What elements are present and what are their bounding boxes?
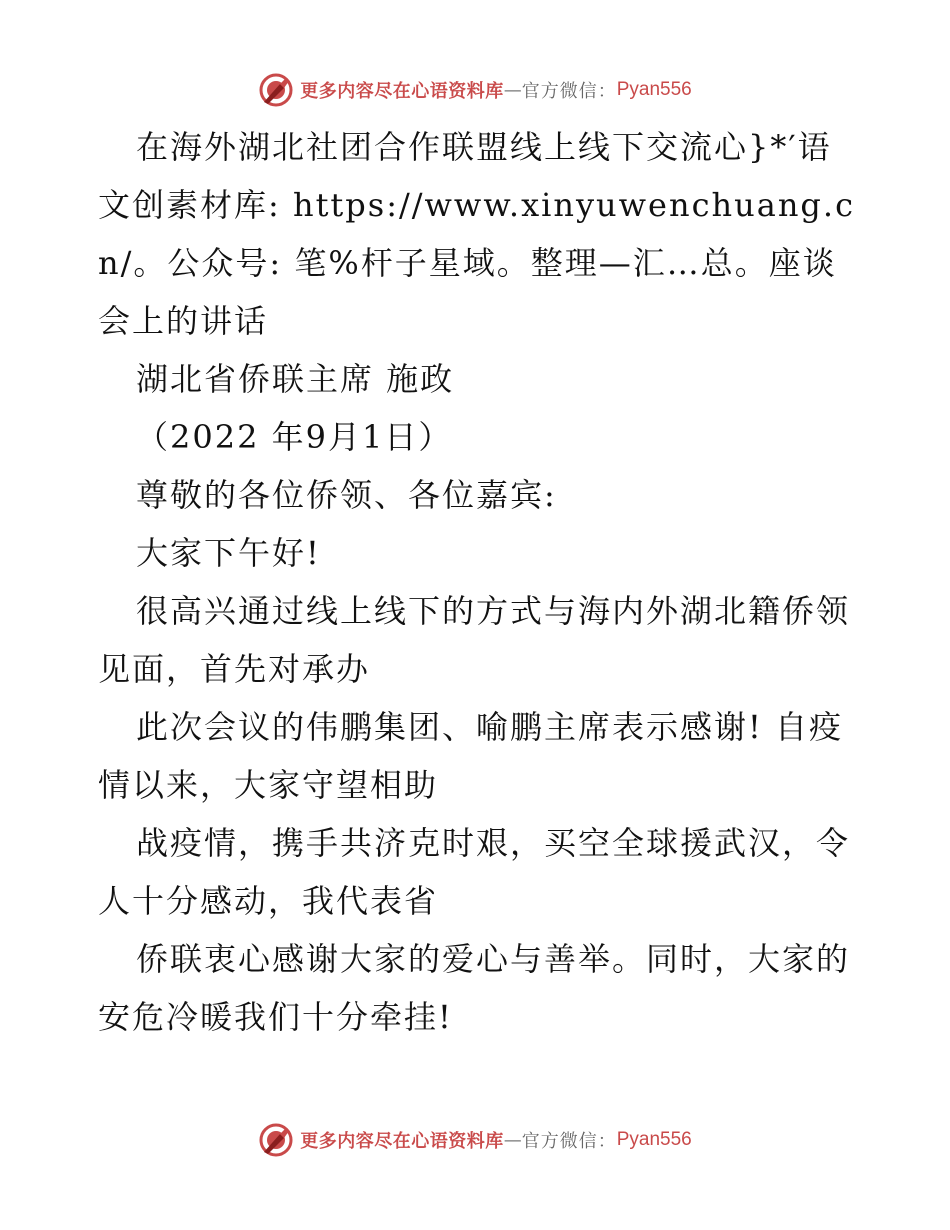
watermark-separator: —	[503, 1129, 522, 1151]
watermark-brand-text: 更多内容尽在心语资料库	[300, 1131, 504, 1152]
paragraph-8: 战疫情，携手共济克时艰，买空全球援武汉，令人十分感动，我代表省	[98, 824, 851, 920]
watermark-label: 官方微信：	[521, 81, 617, 102]
watermark-wechat-id: Pyan556	[616, 1129, 692, 1150]
pen-logo-icon	[258, 1122, 294, 1158]
speaker-line: 湖北省侨联主席 施政	[136, 360, 455, 398]
date-line: （2022 年9月1日）	[136, 418, 453, 456]
paragraph-7: 此次会议的伟鹏集团、喻鹏主席表示感谢! 自疫情以来，大家守望相助	[98, 708, 844, 804]
paragraph-6: 很高兴通过线上线下的方式与海内外湖北籍侨领见面，首先对承办	[98, 592, 851, 688]
salutation: 尊敬的各位侨领、各位嘉宾:	[136, 476, 557, 514]
watermark-label: 官方微信：	[521, 1131, 617, 1152]
watermark-brand-text: 更多内容尽在心语资料库	[300, 81, 504, 102]
watermark-wechat-id: Pyan556	[616, 79, 692, 100]
watermark-separator: —	[503, 79, 522, 101]
paragraph-9: 侨联衷心感谢大家的爱心与善举。同时，大家的安危冷暖我们十分牵挂!	[98, 940, 851, 1036]
paragraph-1: 在海外湖北社团合作联盟线上线下交流心}*′语文创素材库: https://www.xinyuwenchuang.cn/。公众号: 笔%杆子星域。整理—汇…总。座谈会上的讲话	[98, 128, 856, 340]
document-body	[98, 118, 858, 1046]
greeting: 大家下午好!	[136, 534, 321, 572]
footer-watermark	[0, 1120, 950, 1160]
header-watermark	[0, 70, 950, 110]
pen-logo-icon	[258, 72, 294, 108]
